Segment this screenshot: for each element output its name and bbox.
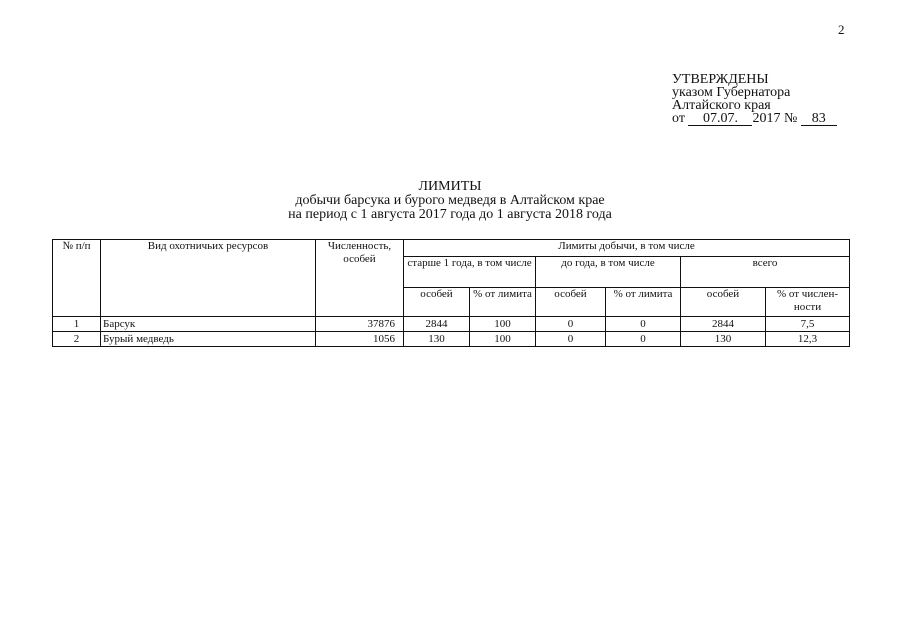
approval-decree: указом Губернатора [672,85,791,100]
header-num: № п/п [53,240,101,317]
row-name: Барсук [101,317,316,332]
header-total-pct: % от числен-ности [766,288,850,317]
row-total-pct: 12,3 [766,332,850,347]
row-population: 37876 [316,317,404,332]
header-limits: Лимиты добычи, в том числе [404,240,850,257]
number-sign: № [783,111,798,126]
row-population: 1056 [316,332,404,347]
header-older: старше 1 года, в том числе [404,257,536,288]
page-number: 2 [838,22,845,37]
row-name: Бурый медведь [101,332,316,347]
from-label: от [672,111,685,126]
document-title [200,180,700,222]
row-total-pct: 7,5 [766,317,850,332]
row-younger-pct: 0 [606,317,681,332]
row-total-count: 2844 [681,317,766,332]
header-total-count: особей [681,288,766,317]
approval-date-line [672,112,837,126]
approval-region: Алтайского края [672,98,771,113]
row-older-pct: 100 [470,332,536,347]
approval-year: 2017 [752,111,781,126]
header-older-pct: % от лимита [470,288,536,317]
row-younger-count: 0 [536,332,606,347]
row-younger-count: 0 [536,317,606,332]
title-period: на период с 1 августа 2017 года до 1 августа 2018 года [288,207,612,222]
row-older-count: 130 [404,332,470,347]
title-subject: добычи барсука и бурого медведя в Алтайском крае [295,193,605,208]
header-resource: Вид охотничьих ресурсов [101,240,316,317]
row-num: 1 [53,317,101,332]
row-younger-pct: 0 [606,332,681,347]
row-older-pct: 100 [470,317,536,332]
header-population: Численность, особей [316,240,404,317]
limits-table [52,239,850,347]
header-younger-count: особей [536,288,606,317]
row-total-count: 130 [681,332,766,347]
row-older-count: 2844 [404,317,470,332]
approval-stamp [672,73,837,126]
row-num: 2 [53,332,101,347]
approval-heading: УТВЕРЖДЕНЫ [672,72,769,87]
header-older-count: особей [404,288,470,317]
table-row [53,317,850,332]
table-row [53,332,850,347]
title-heading: ЛИМИТЫ [418,179,482,194]
approval-date: 07.07. [688,113,752,126]
header-younger-pct: % от лимита [606,288,681,317]
header-total: всего [681,257,850,288]
approval-number: 83 [801,113,837,126]
header-younger: до года, в том числе [536,257,681,288]
